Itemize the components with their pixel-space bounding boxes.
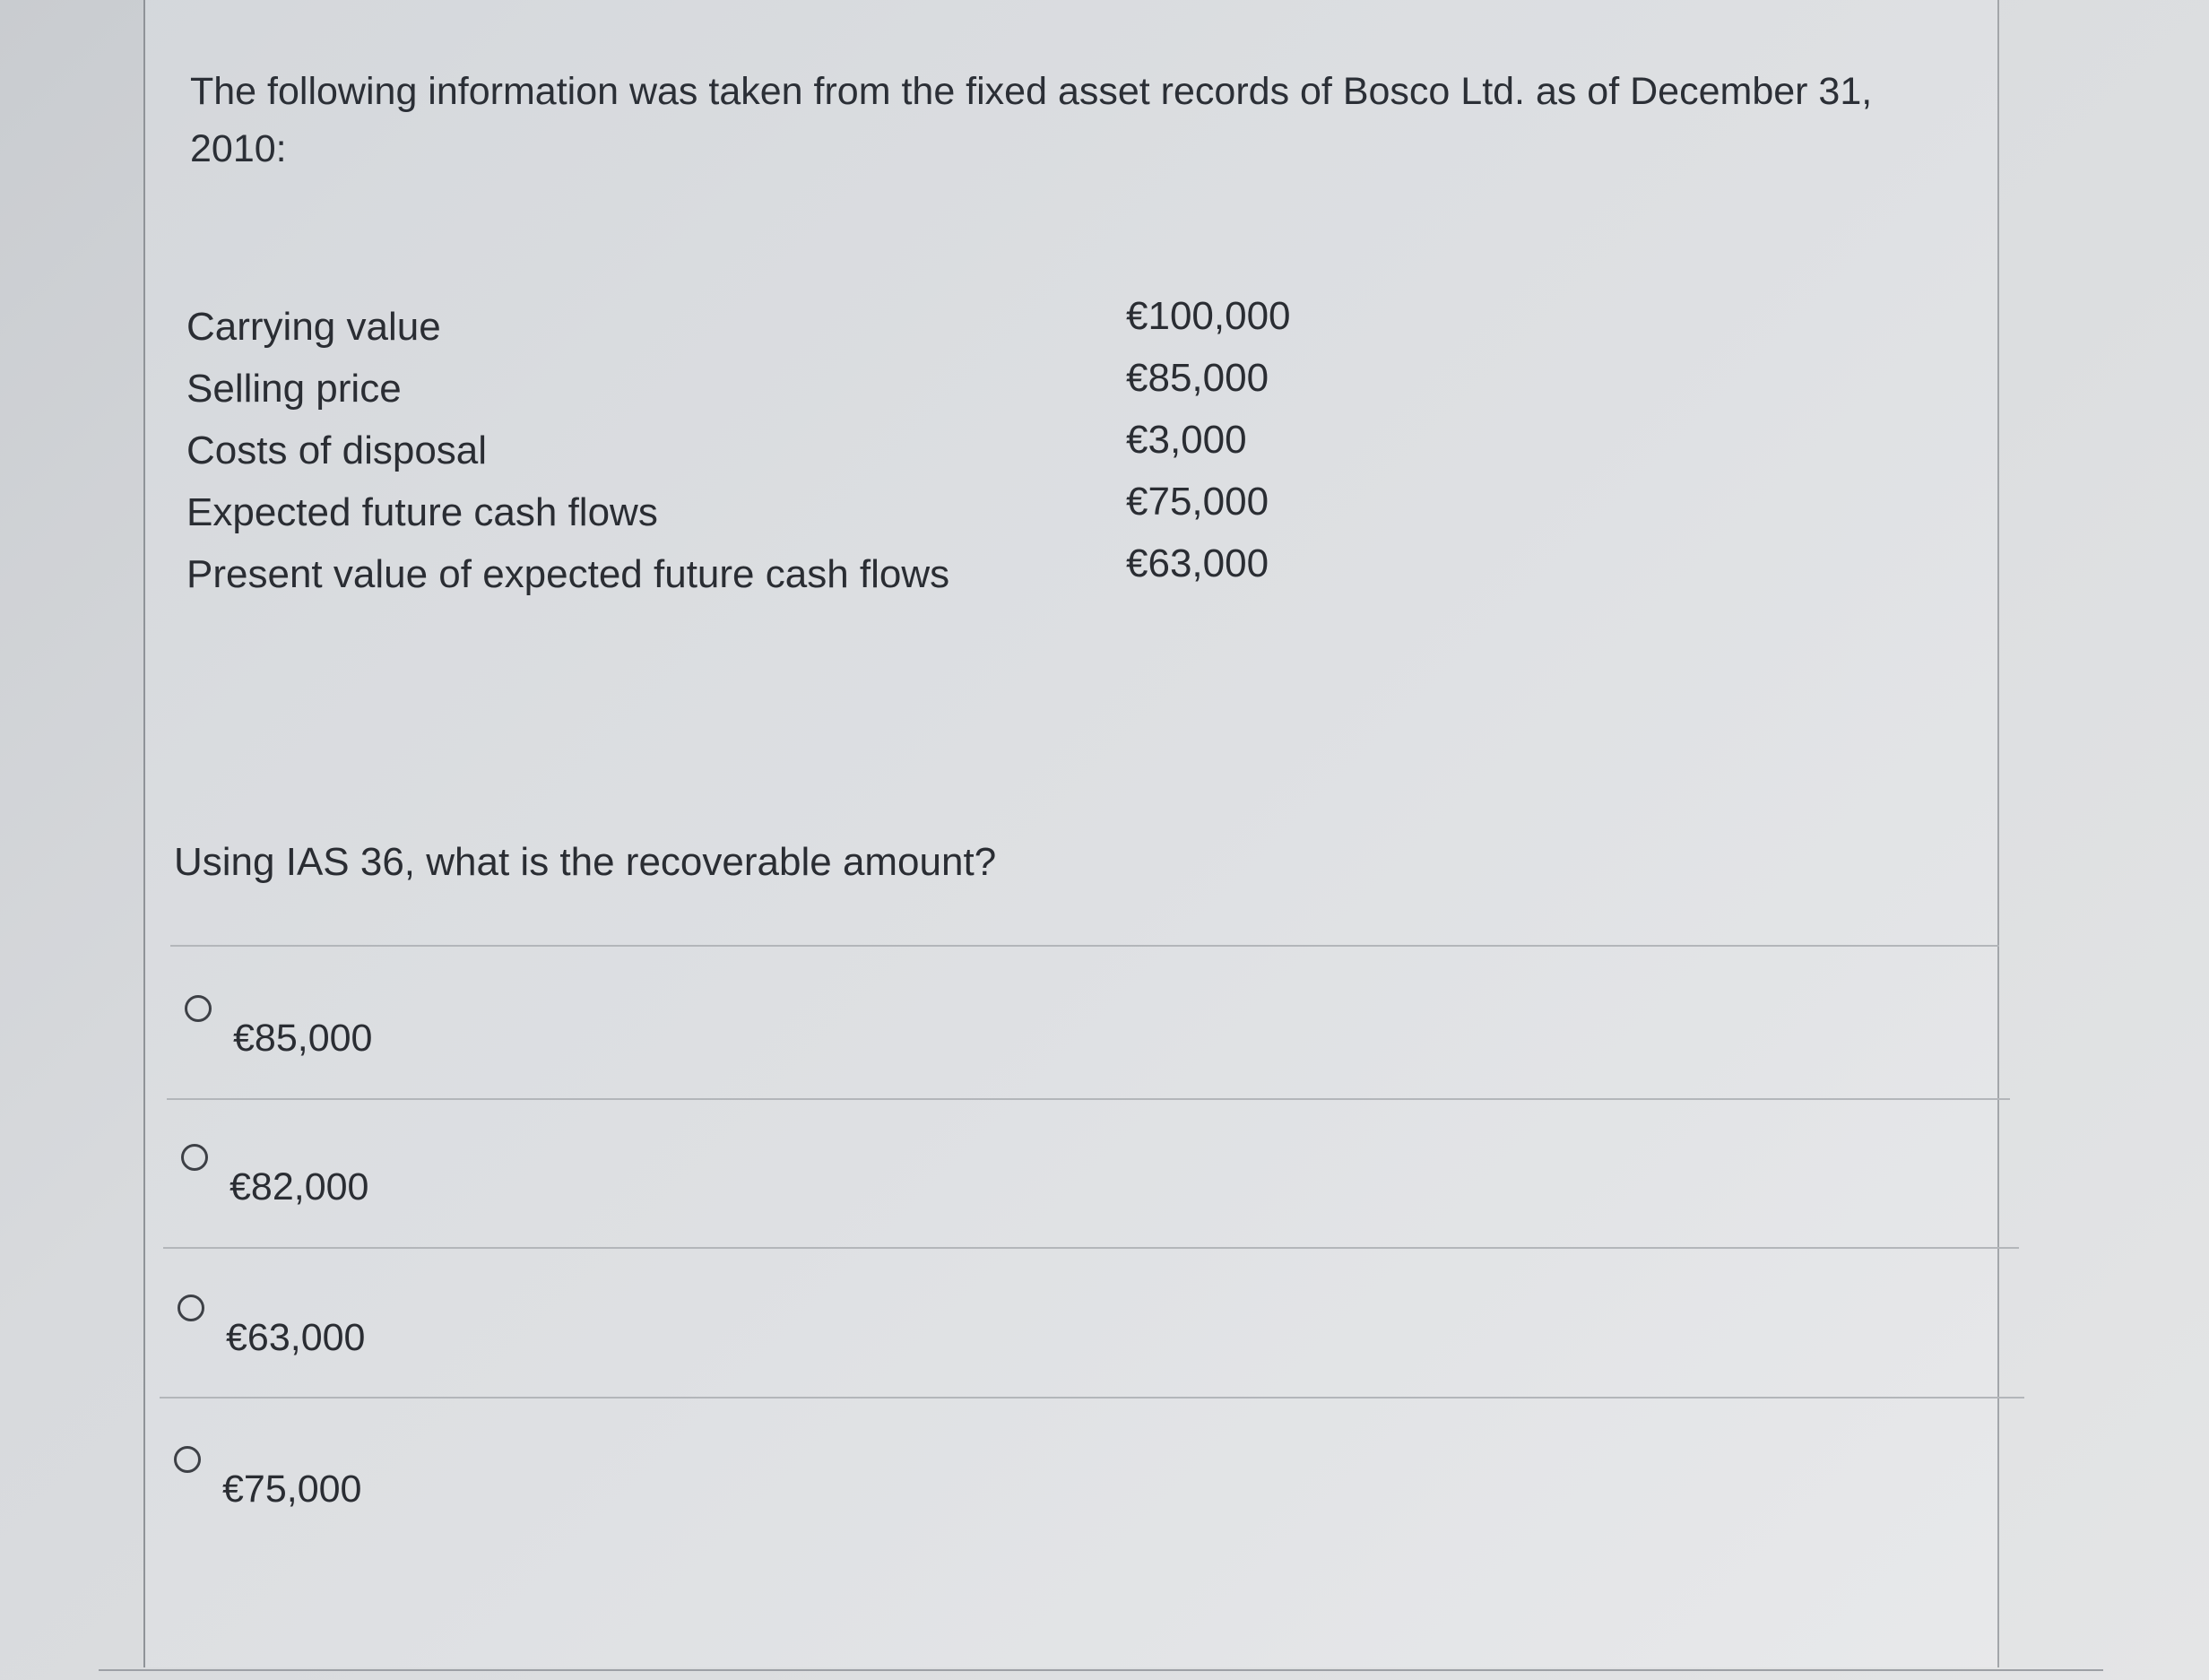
row-label-present-value: Present value of expected future cash flows	[186, 552, 950, 596]
row-value-carrying-value: €100,000	[1126, 294, 1291, 338]
option-label: €63,000	[226, 1316, 366, 1359]
asset-data-table	[186, 296, 1352, 605]
answer-option-1[interactable]	[185, 995, 1888, 1085]
question-intro: The following information was taken from the fixed asset records of Bosco Ltd. as of December 31, 2010:	[190, 70, 1873, 170]
answer-option-2[interactable]	[181, 1144, 1884, 1234]
answer-option-3[interactable]	[178, 1295, 1881, 1384]
option-label: €85,000	[233, 1017, 373, 1060]
radio-button[interactable]	[185, 995, 212, 1022]
row-value-expected-cash-flows: €75,000	[1126, 480, 1269, 524]
radio-button[interactable]	[178, 1295, 204, 1321]
radio-button[interactable]	[181, 1144, 208, 1171]
row-value-present-value: €63,000	[1126, 541, 1269, 585]
divider	[160, 1397, 2024, 1399]
row-value-selling-price: €85,000	[1126, 356, 1269, 400]
row-value-costs-of-disposal: €3,000	[1126, 418, 1247, 462]
row-label-carrying-value: Carrying value	[186, 305, 441, 349]
row-label-costs-of-disposal: Costs of disposal	[186, 429, 488, 472]
divider	[163, 1247, 2019, 1249]
divider	[167, 1098, 2010, 1100]
option-label: €82,000	[230, 1165, 369, 1208]
divider	[170, 945, 1999, 947]
divider	[99, 1669, 2103, 1671]
radio-button[interactable]	[174, 1446, 201, 1473]
table-row	[186, 543, 1352, 605]
row-label-selling-price: Selling price	[186, 367, 402, 411]
answer-option-4[interactable]	[174, 1446, 1877, 1536]
option-label: €75,000	[222, 1468, 362, 1511]
question-prompt: Using IAS 36, what is the recoverable amount?	[174, 840, 997, 884]
row-label-expected-cash-flows: Expected future cash flows	[186, 490, 658, 534]
